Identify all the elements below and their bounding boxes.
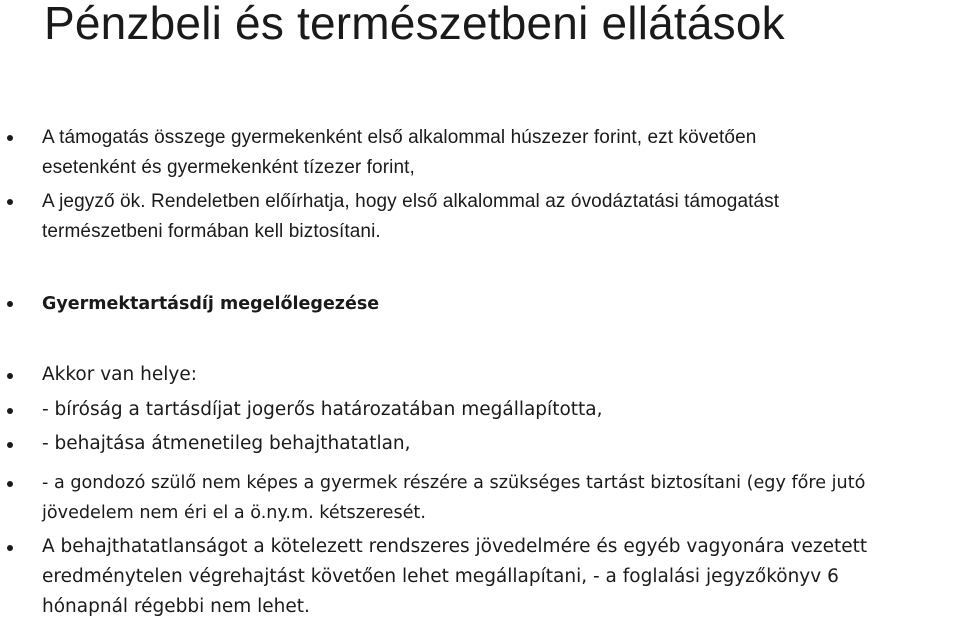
- bullet-dot-icon: [7, 373, 13, 379]
- bullet-line: - bíróság a tartásdíjat jogerős határozatában megállapította,: [42, 399, 603, 420]
- bullet-dot-icon: [7, 408, 13, 414]
- bullet-heading: [42, 289, 379, 319]
- bullet-line: természetbeni formában kell biztosítani.: [42, 221, 381, 242]
- bullet-line: Akkor van helye:: [42, 364, 197, 385]
- bullet-line: hónapnál régebbi nem lehet.: [42, 596, 310, 617]
- bullet-line: A támogatás összege gyermekenként első alkalommal húszezer forint, ezt követően: [42, 127, 757, 148]
- bullet-text: [42, 187, 779, 247]
- bullet-line: - a gondozó szülő nem képes a gyermek részére a szükséges tartást biztosítani (egy főre jutó: [42, 473, 866, 493]
- bullet-line: A behajthatatlanságot a kötelezett rendszeres jövedelmére és egyéb vagyonára vezetett: [42, 536, 868, 557]
- bullet-line: esetenként és gyermekenként tízezer forint,: [42, 157, 415, 178]
- bullet-dot-icon: [7, 442, 13, 448]
- bullet-text: [42, 395, 603, 425]
- bullet-text: [42, 360, 197, 390]
- bullet-text: [42, 123, 756, 183]
- bullet-line: eredménytelen végrehajtást követően lehet megállapítani, - a foglalási jegyzőkönyv 6: [42, 566, 839, 587]
- bullet-dot-icon: [7, 545, 13, 551]
- bullet-line: Gyermektartásdíj megelőlegezése: [42, 294, 380, 314]
- bullet-text: [42, 429, 411, 459]
- bullet-dot-icon: [7, 135, 13, 141]
- bullet-text: [42, 468, 865, 528]
- bullet-text: [42, 532, 867, 622]
- bullet-dot-icon: [7, 301, 13, 307]
- bullet-dot-icon: [7, 199, 13, 205]
- bullet-line: jövedelem nem éri el a ö.ny.m. kétszeresét.: [42, 503, 426, 523]
- bullet-line: A jegyző ök. Rendeletben előírhatja, hogy első alkalommal az óvodáztatási támogatást: [42, 191, 780, 212]
- bullet-dot-icon: [7, 481, 13, 487]
- slide-title: Pénzbeli és természetbeni ellátások: [44, 0, 785, 49]
- bullet-line: - behajtása átmenetileg behajthatatlan,: [42, 433, 411, 454]
